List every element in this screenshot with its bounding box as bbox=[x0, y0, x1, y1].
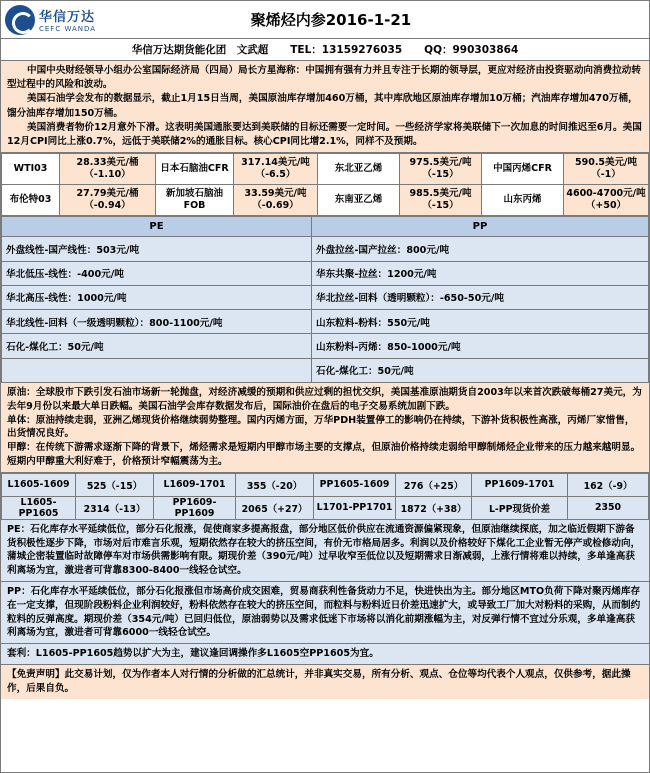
spread-row bbox=[2, 310, 649, 334]
market-commentary bbox=[1, 383, 649, 473]
price-row bbox=[2, 154, 649, 185]
spread-row bbox=[2, 261, 649, 285]
price-value: 975.5美元/吨 （-15） bbox=[400, 154, 482, 185]
price-label: 山东丙烯 bbox=[482, 185, 564, 216]
pe-spread bbox=[2, 358, 312, 382]
pe-spread: 华北高压-线性：1000元/吨 bbox=[2, 285, 312, 309]
company-logo bbox=[5, 3, 113, 37]
spread-row bbox=[2, 237, 649, 261]
pp-spread: 华东共聚-拉丝：1200元/吨 bbox=[312, 261, 649, 285]
document-title: 聚烯烃内参2016-1-21 bbox=[250, 11, 412, 29]
arbitrage-view: 套利：L1605-PP1605趋势以扩大为主，建议逢回调操作多L1605空PP1605为宜。 bbox=[1, 644, 649, 665]
spread-row bbox=[2, 358, 649, 382]
pe-header: PE bbox=[2, 217, 312, 237]
pp-spread: 山东粉料-丙烯：850-1000元/吨 bbox=[312, 334, 649, 358]
arb-label: PP1609-PP1609 bbox=[154, 496, 236, 519]
header bbox=[1, 1, 649, 39]
arbitrage-table bbox=[1, 473, 649, 520]
price-label: 日本石脑油CFR bbox=[156, 154, 234, 185]
pe-spread: 石化-煤化工：50元/吨 bbox=[2, 334, 312, 358]
price-value: 4600-4700元/吨 （+50） bbox=[564, 185, 649, 216]
disclaimer: 【免责声明】此交易计划，仅为作者本人对行情的分析做的汇总统计，并非真实交易，所有分析、观点、仓位等均代表个人观点，仅供参考，据此操作，后果自负。 bbox=[1, 665, 649, 699]
author-info bbox=[1, 39, 649, 61]
arb-label: L1605-1609 bbox=[2, 473, 76, 496]
price-value: 28.33美元/桶 （-1.10） bbox=[60, 154, 156, 185]
price-label: WTI03 bbox=[2, 154, 60, 185]
price-label: 中国丙烯CFR bbox=[482, 154, 564, 185]
price-value: 33.59美元/吨 （-0.69） bbox=[234, 185, 318, 216]
news-paragraph: 中国中央财经领导小组办公室国际经济局（四局）局长方星海称：中国拥有强有力并且专注于长期的领导层，更应对经济由投资驱动向消费拉动转型过程中的风险和波动。 bbox=[7, 65, 641, 91]
arb-value: 276（+25） bbox=[396, 473, 472, 496]
logo-en-text: CEFC WANDA bbox=[39, 25, 97, 33]
arb-value: 355（-20） bbox=[236, 473, 314, 496]
arb-label: PP1605-1609 bbox=[314, 473, 396, 496]
crude-commentary: 原油：全球股市下跌引发石油市场新一轮抛盘，对经济减缓的预期和供应过剩的担忧交织，美国基准原油期货自2003年以来首次跌破每桶27美元，为去年9月份以来最大单日跌幅。美国石油学会库存数据发布后，国际油价在盘后的电子交易系统加剧下跌。 bbox=[7, 387, 642, 412]
arbitrage-row bbox=[2, 473, 649, 496]
monomer-commentary: 单体：原油持续走弱，亚洲乙烯现货价格继续弱势整理。国内丙烯方面，万华PDH装置停工的影响仍在持续，下游补货积极性高涨，丙烯厂家惜售，出货情况良好。 bbox=[7, 414, 635, 440]
price-value: 317.14美元/吨 （-6.5） bbox=[234, 154, 318, 185]
macro-news bbox=[1, 61, 649, 153]
pp-spread: 外盘拉丝-国产拉丝：800元/吨 bbox=[312, 237, 649, 261]
arb-value: 2065（+27） bbox=[236, 496, 314, 519]
pp-view: PP：石化库存水平延续低位，部分石化报涨但市场高价成交困难，贸易商获利性备货动力不足，快进快出为主。部分地区MTO负荷下降对聚丙烯库存在一定支撑，但现阶段粉料企业利润较好，粉料依然存在较大的挤压空间，而粒料与粉料近日价差迅速扩大，或导致工厂加大对粉料的采购，从而制约粒料的反弹高度。期现价差（354元/吨）已回归低位，原油弱势以及需求低迷下市场将以消化前期涨幅为主，对反弹行情不宜过分乐观，多单逢高获利离场为宜，激进者可背靠6000一线轻仓试空。 bbox=[1, 582, 649, 644]
price-label: 布伦特03 bbox=[2, 185, 60, 216]
price-value: 27.79美元/桶 （-0.94） bbox=[60, 185, 156, 216]
methanol-commentary: 甲醇：在传统下游需求逐渐下降的背景下，烯烃需求是短期内甲醇市场主要的支撑点，但原油价格持续走弱给甲醇制烯烃企业带来的压力越来越明显。短期内甲醇重大利好难于，价格预计窄幅震荡为主。 bbox=[7, 442, 641, 467]
spread-row bbox=[2, 334, 649, 358]
arb-label: PP1609-1701 bbox=[472, 473, 568, 496]
news-paragraph: 美国消费者物价12月意外下滑。这表明美国通胀要达到美联储的目标还需要一定时间。一些经济学家将美联储下一次加息的时间推迟至6月。美国12月CPI同比上涨0.7%，远低于美联储2%的通胀目标。核心CPI同比增2.1%，同样不及预期。 bbox=[7, 121, 642, 148]
pp-spread: 石化-煤化工：50元/吨 bbox=[312, 358, 649, 382]
news-paragraph: 美国石油学会发布的数据显示，截止1月15日当周，美国原油库存增加460万桶，其中库欣地区原油库存增加10万桶；汽油库存增加470万桶，馏分油库存增加150万桶。 bbox=[7, 93, 638, 119]
price-label: 东北亚乙烯 bbox=[318, 154, 400, 185]
arb-value: 2350 bbox=[568, 496, 649, 519]
price-label: 新加坡石脑油FOB bbox=[156, 185, 234, 216]
pe-spread: 华北线性-回料（一级透明颗粒）：800-1100元/吨 bbox=[2, 310, 312, 334]
price-table bbox=[1, 153, 649, 216]
spread-table bbox=[1, 216, 649, 383]
arb-value: 2314（-13） bbox=[76, 496, 154, 519]
pp-spread: 山东粒料-粉料：550元/吨 bbox=[312, 310, 649, 334]
arb-value: 1872（+38） bbox=[396, 496, 472, 519]
team-name: 华信万达期货能化团 文武超 bbox=[131, 44, 269, 56]
pe-view: PE：石化库存水平延续低位，部分石化报涨，促使商家多提高报盘，部分地区低价供应在流通资源偏紧现象，但原油继续探底，加之临近假期下游备货积极性逐步下降，市场对后市难言乐观，短期依然存在较大的挤压空间，有价无市格局居多。利润以及价格较好下煤化工企业暂无停产或检修动向，蒲城企密装置临时故障停车对市场供需影响有限。期现价差（390元/吨）过早收窄至低位以及短期需求日渐减弱，上涨行情将难以持续，多单逢高获利离场为宜，激进者可背靠8300-8400一线轻仓试空。 bbox=[1, 520, 649, 582]
price-value: 590.5美元/吨 （-1） bbox=[564, 154, 649, 185]
pe-spread: 外盘线性-国产线性：503元/吨 bbox=[2, 237, 312, 261]
arb-value: 525（-15） bbox=[76, 473, 154, 496]
price-row bbox=[2, 185, 649, 216]
pp-spread: 华北拉丝-回料（透明颗粒）：-650-50元/吨 bbox=[312, 285, 649, 309]
pe-spread: 华北低压-线性：-400元/吨 bbox=[2, 261, 312, 285]
arb-value: 162（-9） bbox=[568, 473, 649, 496]
arb-label: L1605-PP1605 bbox=[2, 496, 76, 519]
price-value: 985.5美元/吨 （-15） bbox=[400, 185, 482, 216]
arb-label: L-PP现货价差 bbox=[472, 496, 568, 519]
logo-cn-text: 华信万达 bbox=[39, 10, 96, 25]
logo-mark-icon bbox=[5, 5, 35, 35]
pp-header: PP bbox=[312, 217, 649, 237]
spread-row bbox=[2, 285, 649, 309]
arb-label: L1701-PP1701 bbox=[314, 496, 396, 519]
price-label: 东南亚乙烯 bbox=[318, 185, 400, 216]
tel: TEL：13159276035 bbox=[290, 44, 403, 56]
qq: QQ：990303864 bbox=[424, 44, 519, 56]
arb-label: L1609-1701 bbox=[154, 473, 236, 496]
spread-header bbox=[2, 217, 649, 237]
arbitrage-row bbox=[2, 496, 649, 519]
